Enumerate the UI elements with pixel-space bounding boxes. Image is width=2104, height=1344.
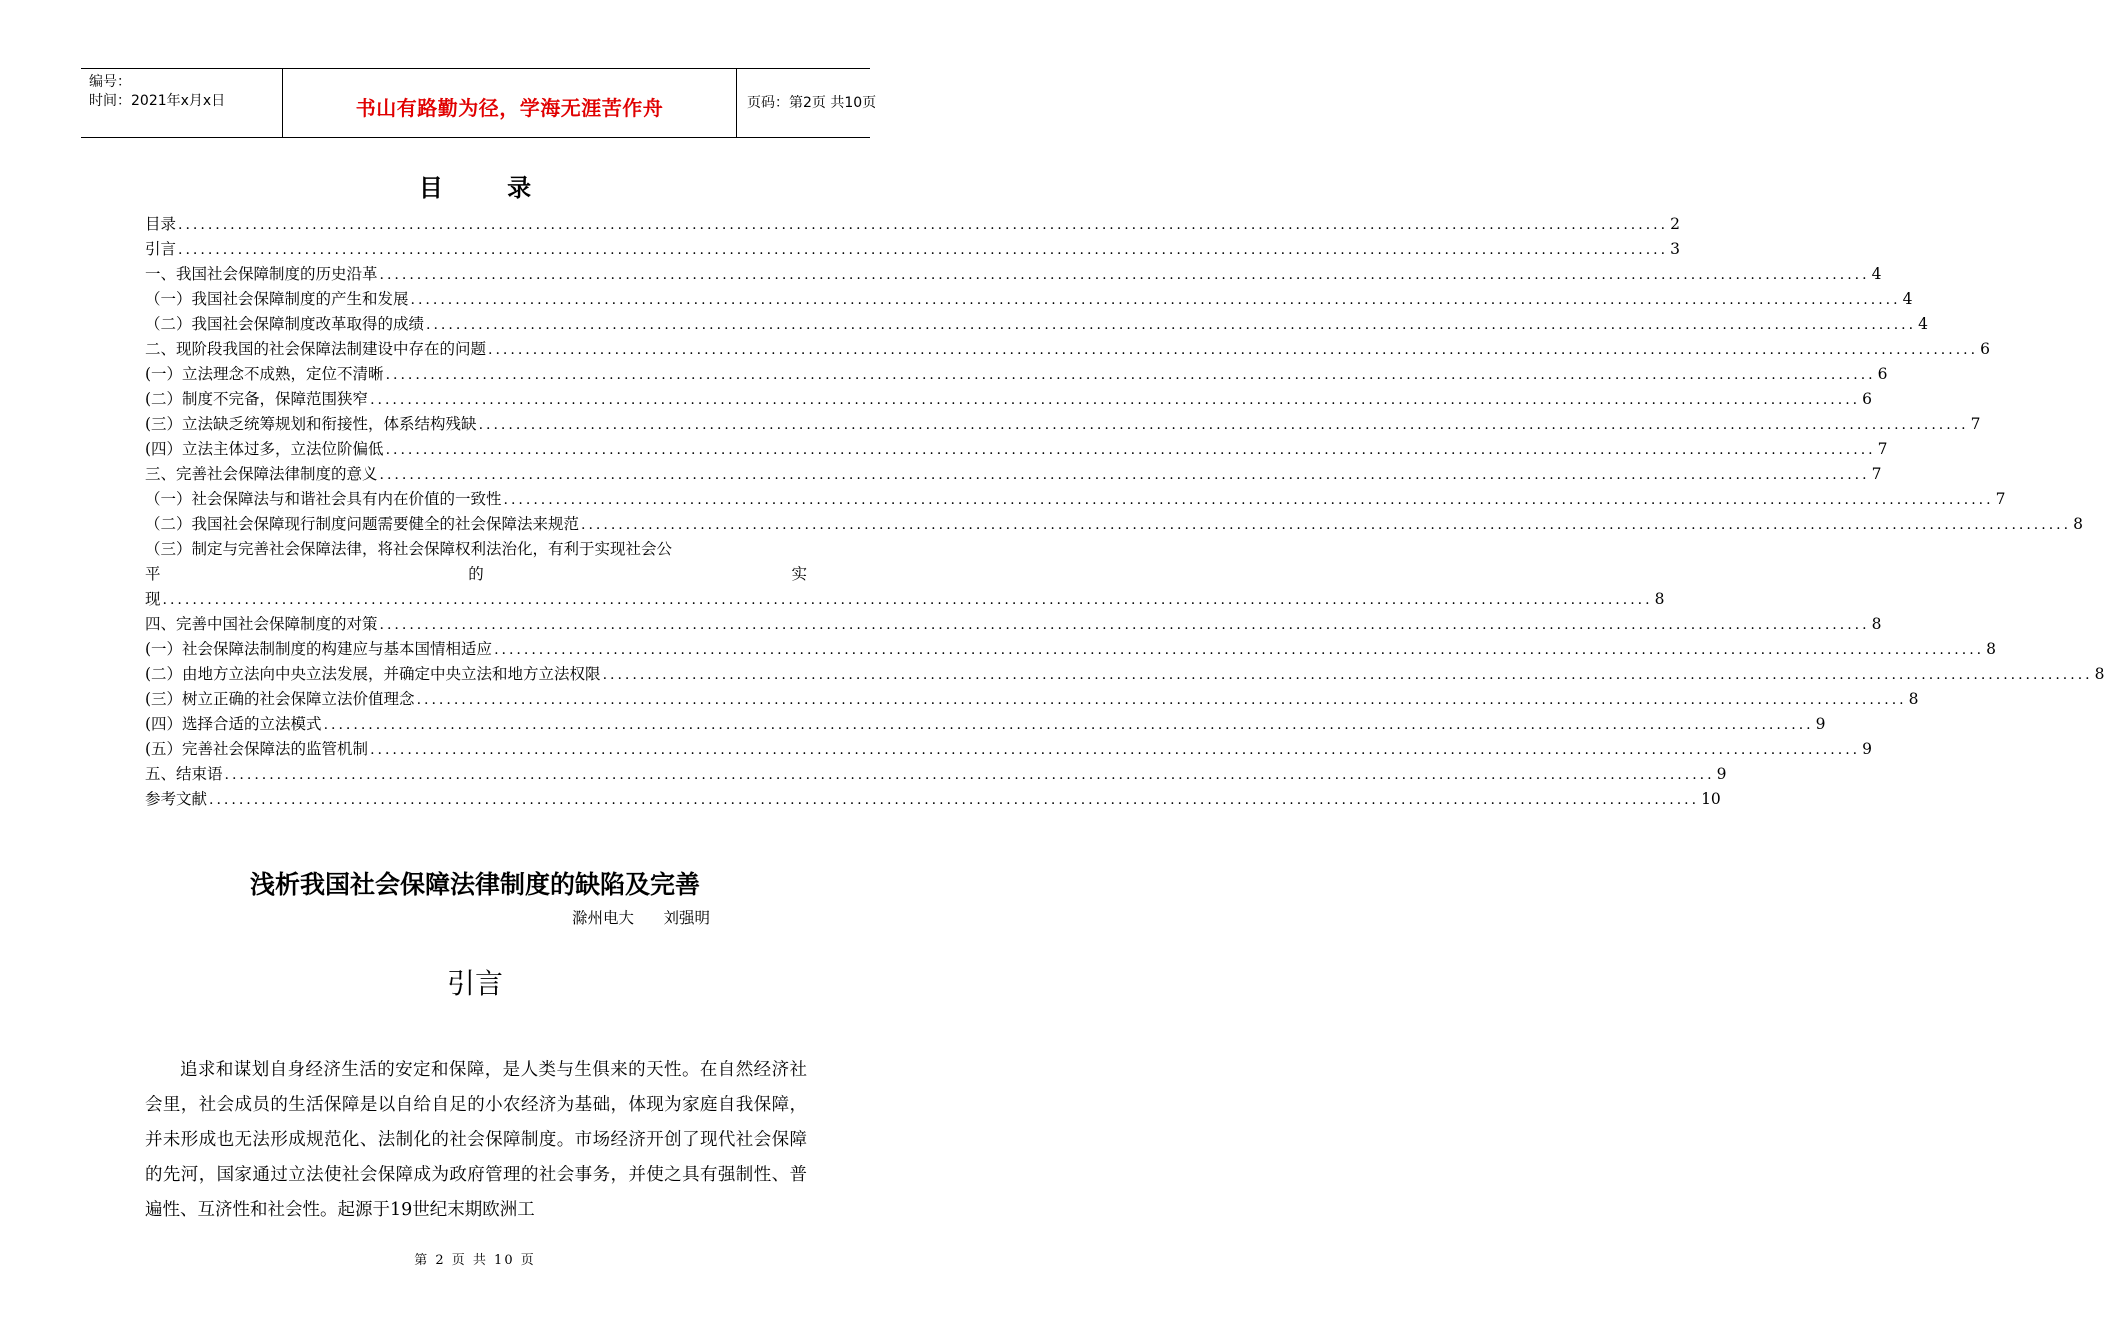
toc-leader-dots: ........................................................................................................................................................................................................ xyxy=(385,442,1876,458)
toc-entry-text: (二）制度不完备，保障范围狭窄 xyxy=(145,390,369,408)
toc-page-number: 3 xyxy=(1670,240,1680,258)
toc-entry[interactable] xyxy=(145,787,1721,812)
toc-entry[interactable] xyxy=(145,237,1680,262)
toc-entry-text: 引言 xyxy=(145,240,177,258)
toc-leader-dots: ........................................................................................................................................................................................................ xyxy=(209,792,1700,808)
toc-leader-dots: ........................................................................................................................................................................................................ xyxy=(385,367,1876,383)
toc-entry-text: (四）立法主体过多，立法位阶偏低 xyxy=(145,440,384,458)
toc-entry[interactable] xyxy=(145,737,1872,762)
toc-leader-dots: ........................................................................................................................................................................................................ xyxy=(416,692,1907,708)
toc-entry-text-line3: 现 xyxy=(145,590,161,608)
toc-entry[interactable] xyxy=(145,412,1981,437)
toc-entry[interactable] xyxy=(145,312,1928,337)
toc-leader-dots: ........................................................................................................................................................................................................ xyxy=(162,592,1653,608)
toc-entry[interactable] xyxy=(145,387,1872,412)
number-label: 编号： xyxy=(89,74,131,90)
toc-page-number: 8 xyxy=(1986,640,1996,658)
toc-page-number: 7 xyxy=(1970,415,1981,433)
toc-entry-text: (五）完善社会保障法的监管机制 xyxy=(145,740,369,758)
toc-page-number: 9 xyxy=(1862,740,1872,758)
toc-page-number: 8 xyxy=(1908,690,1919,708)
toc-page-number: 9 xyxy=(1716,765,1727,783)
toc-entry[interactable] xyxy=(145,762,1727,787)
toc-page-number: 7 xyxy=(1995,490,2006,508)
toc-page-number: 7 xyxy=(1877,440,1888,458)
toc-leader-dots: ........................................................................................................................................................................................................ xyxy=(178,242,1669,258)
toc-leader-dots: ........................................................................................................................................................................................................ xyxy=(488,342,1979,358)
toc-leader-dots: ........................................................................................................................................................................................................ xyxy=(379,267,1870,283)
time-label: 时间：2021年x月x日 xyxy=(89,93,226,109)
toc-entry-text: （一）我国社会保障制度的产生和发展 xyxy=(145,290,409,308)
toc-entry[interactable] xyxy=(145,287,1913,312)
toc-entry-fragment: 的 xyxy=(468,565,484,583)
toc-entry[interactable] xyxy=(145,687,1919,712)
table-of-contents xyxy=(145,212,2104,812)
toc-page-number: 8 xyxy=(2094,665,2104,683)
toc-page-number: 9 xyxy=(1815,715,1826,733)
toc-page-number: 6 xyxy=(1862,390,1872,408)
toc-entry[interactable] xyxy=(145,362,1888,387)
toc-leader-dots: ........................................................................................................................................................................................................ xyxy=(426,317,1917,333)
toc-entry-text: 五、结束语 xyxy=(145,765,223,783)
toc-leader-dots: ........................................................................................................................................................................................................ xyxy=(410,292,1901,308)
toc-leader-dots: ........................................................................................................................................................................................................ xyxy=(379,617,1870,633)
toc-entry-text: (三）树立正确的社会保障立法价值理念 xyxy=(145,690,415,708)
header-page-info: 页码：第2页 共10页 xyxy=(747,95,877,111)
toc-entry[interactable] xyxy=(145,487,2006,512)
toc-page-number: 8 xyxy=(1871,615,1882,633)
toc-entry-text: (一）立法理念不成熟，定位不清晰 xyxy=(145,365,384,383)
toc-entry-text: (三）立法缺乏统筹规划和衔接性，体系结构残缺 xyxy=(145,415,477,433)
toc-page-number: 8 xyxy=(1654,590,1665,608)
toc-page-number: 10 xyxy=(1701,790,1721,808)
toc-page-number: 4 xyxy=(1918,315,1928,333)
toc-entry[interactable] xyxy=(145,612,1882,637)
intro-heading: 引言 xyxy=(446,967,503,1000)
toc-entry-text: （二）我国社会保障现行制度问题需要健全的社会保障法来规范 xyxy=(145,515,580,533)
toc-leader-dots: ........................................................................................................................................................................................................ xyxy=(370,392,1861,408)
toc-leader-dots: ........................................................................................................................................................................................................ xyxy=(370,742,1861,758)
toc-entry-text-line2 xyxy=(145,562,807,587)
header-meta-cell xyxy=(81,69,282,137)
toc-entry-text: 参考文献 xyxy=(145,790,208,808)
toc-entry-text: 二、现阶段我国的社会保障法制建设中存在的问题 xyxy=(145,340,487,358)
header-motto-cell xyxy=(282,69,737,137)
toc-entry-text: 一、我国社会保障制度的历史沿革 xyxy=(145,265,378,283)
toc-entry-text: (一）社会保障法制制度的构建应与基本国情相适应 xyxy=(145,640,493,658)
page-footer: 第 2 页 共 10 页 xyxy=(414,1253,536,1268)
toc-leader-dots: ........................................................................................................................................................................................................ xyxy=(323,717,1814,733)
toc-entry-text: (二）由地方立法向中央立法发展，并确定中央立法和地方立法权限 xyxy=(145,665,601,683)
toc-leader-dots: ........................................................................................................................................................................................................ xyxy=(581,517,2072,533)
toc-entry-fragment: 实 xyxy=(791,565,807,583)
toc-entry[interactable] xyxy=(145,262,1882,287)
header-page-cell xyxy=(737,69,877,137)
toc-entry-text: （一）社会保障法与和谐社会具有内在价值的一致性 xyxy=(145,490,502,508)
toc-leader-dots: ........................................................................................................................................................................................................ xyxy=(602,667,2093,683)
intro-paragraph: 追求和谋划自身经济生活的安定和保障，是人类与生俱来的天性。在自然经济社会里，社会成员的生活保障是以自给自足的小农经济为基础，体现为家庭自我保障，并未形成也无法形成规范化、法制化的社会保障制度。市场经济开创了现代社会保障的先河，国家通过立法使社会保障成为政府管理的社会事务，并使之具有强制性、普遍性、互济性和社会性。起源于19世纪末期欧洲工 xyxy=(145,1060,807,1220)
toc-entry[interactable] xyxy=(145,462,1882,487)
toc-page-number: 4 xyxy=(1902,290,1913,308)
toc-entry-fragment: 平 xyxy=(145,565,161,583)
toc-entry[interactable] xyxy=(145,637,1996,662)
toc-entry[interactable] xyxy=(145,212,1680,237)
motto: 书山有路勤为径，学海无涯苦作舟 xyxy=(355,96,664,120)
toc-leader-dots: ........................................................................................................................................................................................................ xyxy=(224,767,1715,783)
toc-entry[interactable] xyxy=(145,337,1990,362)
toc-leader-dots: ........................................................................................................................................................................................................ xyxy=(503,492,1994,508)
toc-page-number: 6 xyxy=(1980,340,1990,358)
toc-entry-text: （三）制定与完善社会保障法律，将社会保障权利法治化，有利于实现社会公 xyxy=(145,540,673,558)
toc-entry-text: （二）我国社会保障制度改革取得的成绩 xyxy=(145,315,425,333)
article-body xyxy=(145,1053,807,1228)
toc-leader-dots: ........................................................................................................................................................................................................ xyxy=(478,417,1969,433)
page-header xyxy=(81,68,877,138)
toc-entry[interactable] xyxy=(145,512,2083,537)
article-author: 滁州电大 刘强明 xyxy=(572,909,711,927)
toc-leader-dots: ........................................................................................................................................................................................................ xyxy=(178,217,1669,233)
toc-entry-text: (四）选择合适的立法模式 xyxy=(145,715,322,733)
toc-page-number: 2 xyxy=(1670,215,1680,233)
toc-leader-dots: ........................................................................................................................................................................................................ xyxy=(379,467,1870,483)
toc-entry-text: 四、完善中国社会保障制度的对策 xyxy=(145,615,378,633)
toc-entry-text: 目录 xyxy=(145,215,177,233)
toc-page-number: 7 xyxy=(1871,465,1882,483)
article-title: 浅析我国社会保障法律制度的缺陷及完善 xyxy=(249,870,700,899)
toc-entry[interactable] xyxy=(145,662,2104,687)
toc-entry-wrapped[interactable] xyxy=(145,537,1665,612)
toc-title: 目 录 xyxy=(418,174,560,202)
toc-page-number: 6 xyxy=(1877,365,1888,383)
toc-leader-dots: ........................................................................................................................................................................................................ xyxy=(494,642,1985,658)
toc-entry[interactable] xyxy=(145,437,1888,462)
toc-page-number: 8 xyxy=(2073,515,2083,533)
toc-page-number: 4 xyxy=(1871,265,1882,283)
toc-entry-text: 三、完善社会保障法律制度的意义 xyxy=(145,465,378,483)
toc-entry[interactable] xyxy=(145,712,1826,737)
